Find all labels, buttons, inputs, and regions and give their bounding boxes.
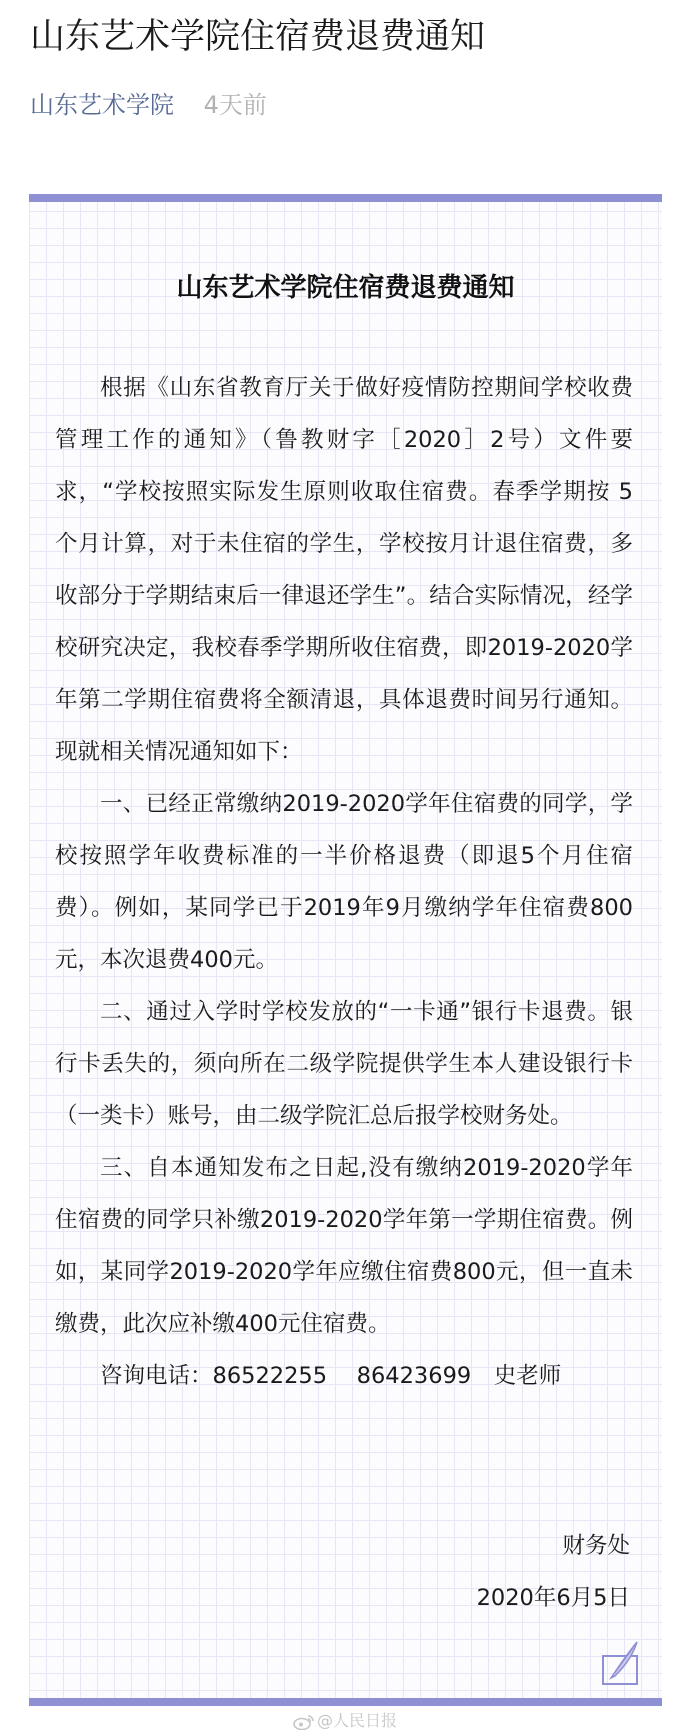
issue-date: 2020年6月5日: [476, 1585, 630, 1611]
author-link[interactable]: 山东艺术学院: [30, 91, 174, 119]
notice-paragraph-item-2: 二、通过入学时学校发放的“一卡通”银行卡退费。银行卡丢失的，须向所在二级学院提供学生本人建设银行卡（一类卡）账号，由二级学院汇总后报学校财务处。: [55, 999, 633, 1129]
notice-paragraph-item-3: 三、自本通知发布之日起,没有缴纳2019-2020学年住宿费的同学只补缴2019-2020学年第一学期住宿费。例如，某同学2019-2020学年应缴住宿费800元，但一直未缴费，此次应补缴400元住宿费。: [55, 1155, 633, 1337]
source-watermark: [0, 1710, 690, 1732]
article-title: 山东艺术学院住宿费退费通知: [30, 17, 486, 57]
article-meta: [30, 88, 267, 122]
publish-time: 4天前: [203, 91, 267, 119]
issuing-department: 财务处: [562, 1533, 630, 1559]
watermark-text: @人民日报: [316, 1711, 397, 1730]
notice-contact-line: 咨询电话：86522255 86423699 史老师: [100, 1363, 562, 1389]
notice-paragraph-intro: 根据《山东省教育厅关于做好疫情防控期间学校收费管理工作的通知》（鲁教财字［2020］2号）文件要求，“学校按照实际发生原则收取住宿费。春季学期按 5 个月计算，对于未住宿的学生，学校按月计退住宿费，多收部分于学期结束后一律退还学生”。结合实际情况，经学校研究决定，我校春季学期所收住宿费，即2019-2020学年第二学期住宿费将全额清退，具体退费时间另行通知。现就相关情况通知如下：: [55, 375, 633, 765]
quill-pen-icon: [597, 1638, 643, 1688]
notice-paragraph-item-1: 一、已经正常缴纳2019-2020学年住宿费的同学，学校按照学年收费标准的一半价格退费（即退5个月住宿费）。例如，某同学已于2019年9月缴纳学年住宿费800元，本次退费400元。: [55, 791, 633, 973]
notice-title: 山东艺术学院住宿费退费通知: [176, 273, 515, 303]
weibo-icon: [293, 1714, 315, 1730]
top-border-bar: [29, 194, 662, 202]
bottom-border-bar: [29, 1698, 662, 1706]
notice-image: [29, 194, 662, 1706]
notice-body: [55, 362, 633, 1402]
